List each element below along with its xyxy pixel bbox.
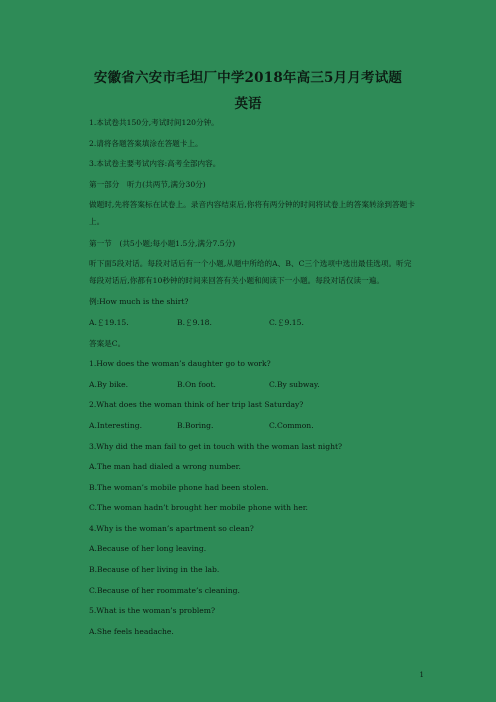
question-4: 4.Why is the woman’s apartment so clean?: [89, 523, 254, 533]
part1-heading: 第一部分 听力(共两节,满分30分): [89, 179, 206, 189]
question-3-option-c: C.The woman hadn’t brought her mobile phone with her.: [89, 503, 308, 513]
question-3-option-a: A.The man had dialed a wrong number.: [89, 462, 241, 472]
example-option-c: C.￡9.15.: [269, 317, 304, 327]
question-2-option-a: A.Interesting.: [89, 420, 143, 430]
example-answer: 答案是C。: [89, 338, 126, 348]
question-1: 1.How does the woman’s daughter go to work?: [89, 359, 271, 369]
part1-instruction: 做题时,先将答案标在试卷上。录音内容结束后,你将有两分钟的时间将试卷上的答案转涂到答题卡上。: [89, 200, 415, 227]
question-5-option-a: A.She feels headache.: [89, 626, 174, 636]
question-4-option-c: C.Because of her roommate’s cleaning.: [89, 585, 240, 595]
question-4-option-b: B.Because of her living in the lab.: [89, 565, 220, 575]
section1-heading: 第一节 (共5小题;每小题1.5分,满分7.5分): [89, 238, 236, 248]
question-1-option-c: C.By subway.: [269, 379, 320, 389]
question-2-options: [89, 421, 415, 431]
example-option-b: B.￡9.18.: [177, 317, 212, 327]
question-1-option-a: A.By bike.: [89, 379, 128, 389]
question-2-option-b: B.Boring.: [177, 420, 214, 430]
page-number: 1: [419, 671, 424, 679]
note-1: 1.本试卷共150分,考试时间120分钟。: [89, 118, 219, 127]
document-title: 安徽省六安市毛坦厂中学2018年高三5月月考试题: [93, 70, 403, 86]
section1-instruction: 听下面5段对话。每段对话后有一个小题,从题中所给的A、B、C三个选项中选出最佳选项。听完每段对话后,你都有10秒钟的时间来回答有关小题和阅读下一小题。每段对话仅读一遍。: [89, 259, 412, 285]
question-2: 2.What does the woman think of her trip last Saturday?: [89, 400, 304, 410]
question-1-option-b: B.On foot.: [177, 379, 216, 389]
example-option-a: A.￡19.15.: [89, 317, 129, 327]
question-4-option-a: A.Because of her long leaving.: [89, 544, 207, 554]
note-2: 2.请将各题答案填涂在答题卡上。: [89, 138, 203, 148]
question-2-option-c: C.Common.: [269, 420, 314, 430]
question-1-options: [89, 380, 415, 390]
document-body: [89, 118, 415, 647]
example-question: 例:How much is the shirt?: [89, 297, 189, 307]
question-3-option-b: B.The woman’s mobile phone had been stolen.: [89, 482, 269, 492]
note-3: 3.本试卷主要考试内容:高考全部内容。: [89, 159, 221, 169]
example-options: [89, 318, 415, 328]
question-5: 5.What is the woman’s problem?: [89, 606, 216, 616]
subject-title: 英语: [234, 96, 262, 112]
question-3: 3.Why did the man fail to get in touch with the woman last night?: [89, 441, 343, 451]
